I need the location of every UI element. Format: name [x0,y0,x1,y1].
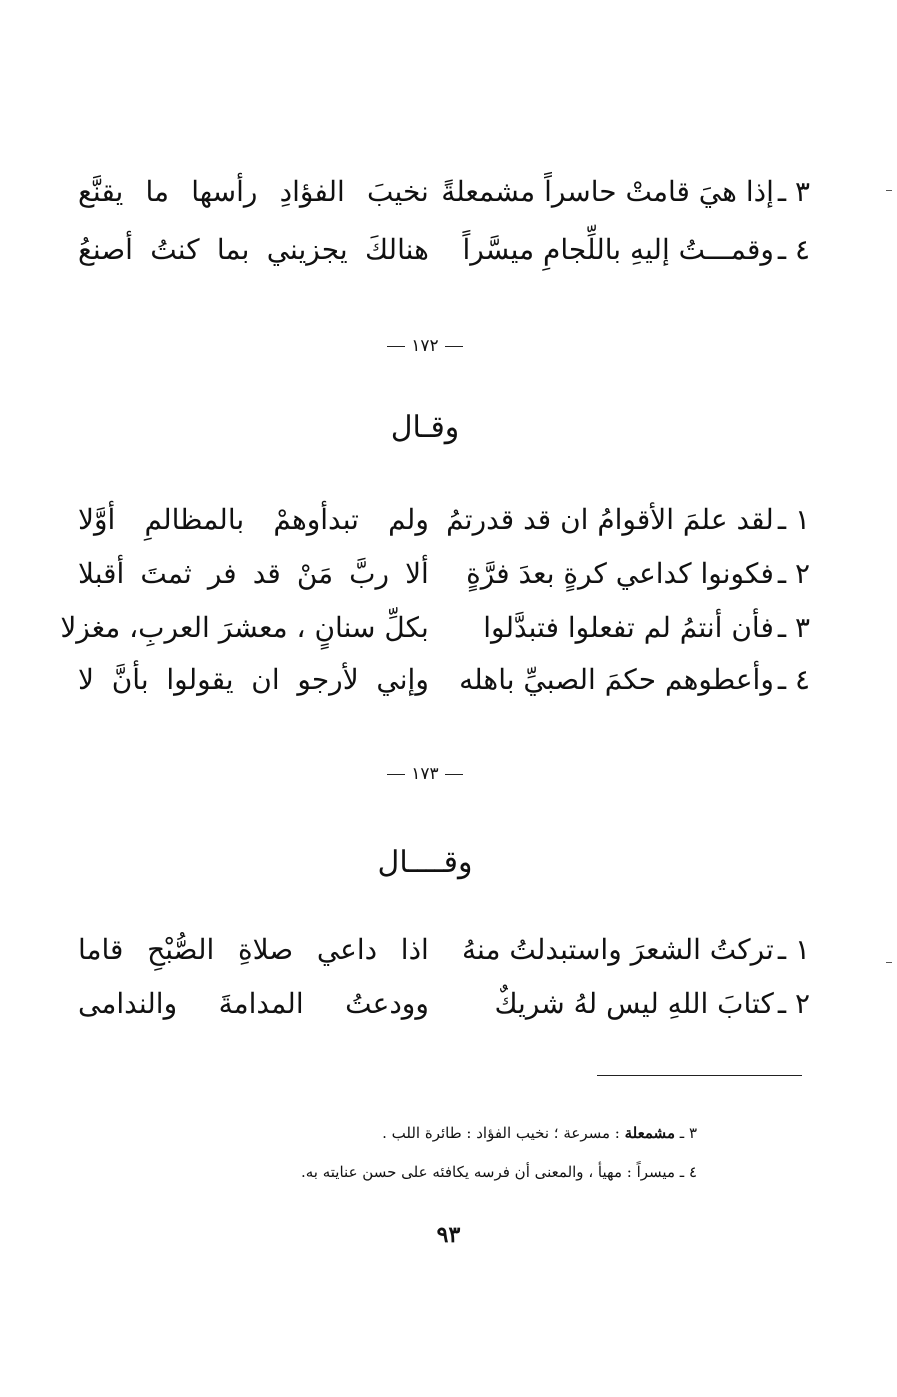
verse-second-hemistich: هنالكَ يجزيني بما كنتُ أصنعُ [78,233,429,266]
verse-173-2 [78,984,810,1024]
verse-first-hemistich: كتابَ اللهِ ليس لهُ شريكٌ [494,987,774,1020]
dash-left [445,774,463,775]
verse-number: ٣ ـ [777,175,810,208]
scan-mark [886,190,892,191]
verse-second-hemistich: وإني لأرجو ان يقولوا بأنَّ لا [78,663,429,696]
footnote-number: ٣ ـ [679,1124,697,1142]
verse-first-hemistich: فأن أنتمُ لم تفعلوا فتبدَّلوا [483,611,774,644]
poem-number-text: ١٧٢ [411,336,439,356]
verse-first-hemistich: تركتُ الشعرَ واستبدلتُ منهُ [461,933,774,966]
verse-first-hemistich: لقد علمَ الأقوامُ ان قد قدرتمُ [446,503,774,536]
verse-173-1 [78,930,810,970]
verse-first-hemistich: فكونوا كداعي كرةٍ بعدَ فرَّةٍ [466,557,774,590]
verse-number: ٢ ـ [777,987,810,1020]
footnote-term: مشمعلة [624,1124,675,1142]
verse-second-hemistich: نخيبَ الفؤادِ رأسها ما يقنَّع [78,175,429,208]
verse-second-hemistich: ألا ربَّ مَنْ قد فر ثمتَ أقبلا [78,557,429,590]
footnote-number: ٤ ـ [679,1163,697,1181]
verse-172-1 [78,500,810,540]
poem-heading-172: وقـال [390,410,460,445]
footnote-4 [301,1163,697,1181]
verse-second-hemistich: ولم تبدأوهمْ بالمظالمِ أوَّلا [78,503,429,536]
verse-172-4 [78,660,810,700]
poem-number-text: ١٧٣ [411,764,439,784]
verse-number: ١ ـ [777,933,810,966]
verse-second-hemistich: بكلِّ سنانٍ ، معشرَ العربِ، مغزلا [60,611,429,644]
footnote-rule [597,1075,802,1076]
verse-number: ٤ ـ [777,663,810,696]
verse-first-hemistich: وقمـــتُ إليهِ باللِّجامِ ميسَّراً [462,233,774,266]
verse-number: ١ ـ [777,503,810,536]
verse-first-hemistich: إذا هيَ قامتْ حاسراً مشمعلةً [441,175,774,208]
poem-heading-173: وقــــال [377,845,473,880]
dash-right [387,346,405,347]
footnote-text: : مهيأ ، والمعنى أن فرسه يكافئه على حسن عنايته به. [300,1163,632,1181]
verse-172-3 [60,608,810,648]
footnote-text: : مسرعة ؛ نخيب الفؤاد : طائرة اللب . [382,1124,620,1142]
footnote-term: ميسراً [636,1163,675,1181]
verse-number: ٢ ـ [777,557,810,590]
verse-top-4 [78,230,810,270]
poem-number-173 [300,764,550,784]
verse-second-hemistich: وودعتُ المدامةَ والندامى [78,987,429,1020]
scan-mark [886,962,892,963]
poem-number-172 [300,336,550,356]
verse-second-hemistich: اذا داعي صلاةِ الصُّبْحِ قاما [78,933,429,966]
verse-number: ٤ ـ [777,233,810,266]
footnote-3 [382,1124,697,1142]
verse-number: ٣ ـ [777,611,810,644]
verse-172-2 [78,554,810,594]
dash-right [387,774,405,775]
verse-first-hemistich: وأعطوهم حكمَ الصبيِّ باهله [459,663,774,696]
dash-left [445,346,463,347]
verse-top-3 [78,172,810,212]
page-number: ٩٣ [436,1222,461,1248]
